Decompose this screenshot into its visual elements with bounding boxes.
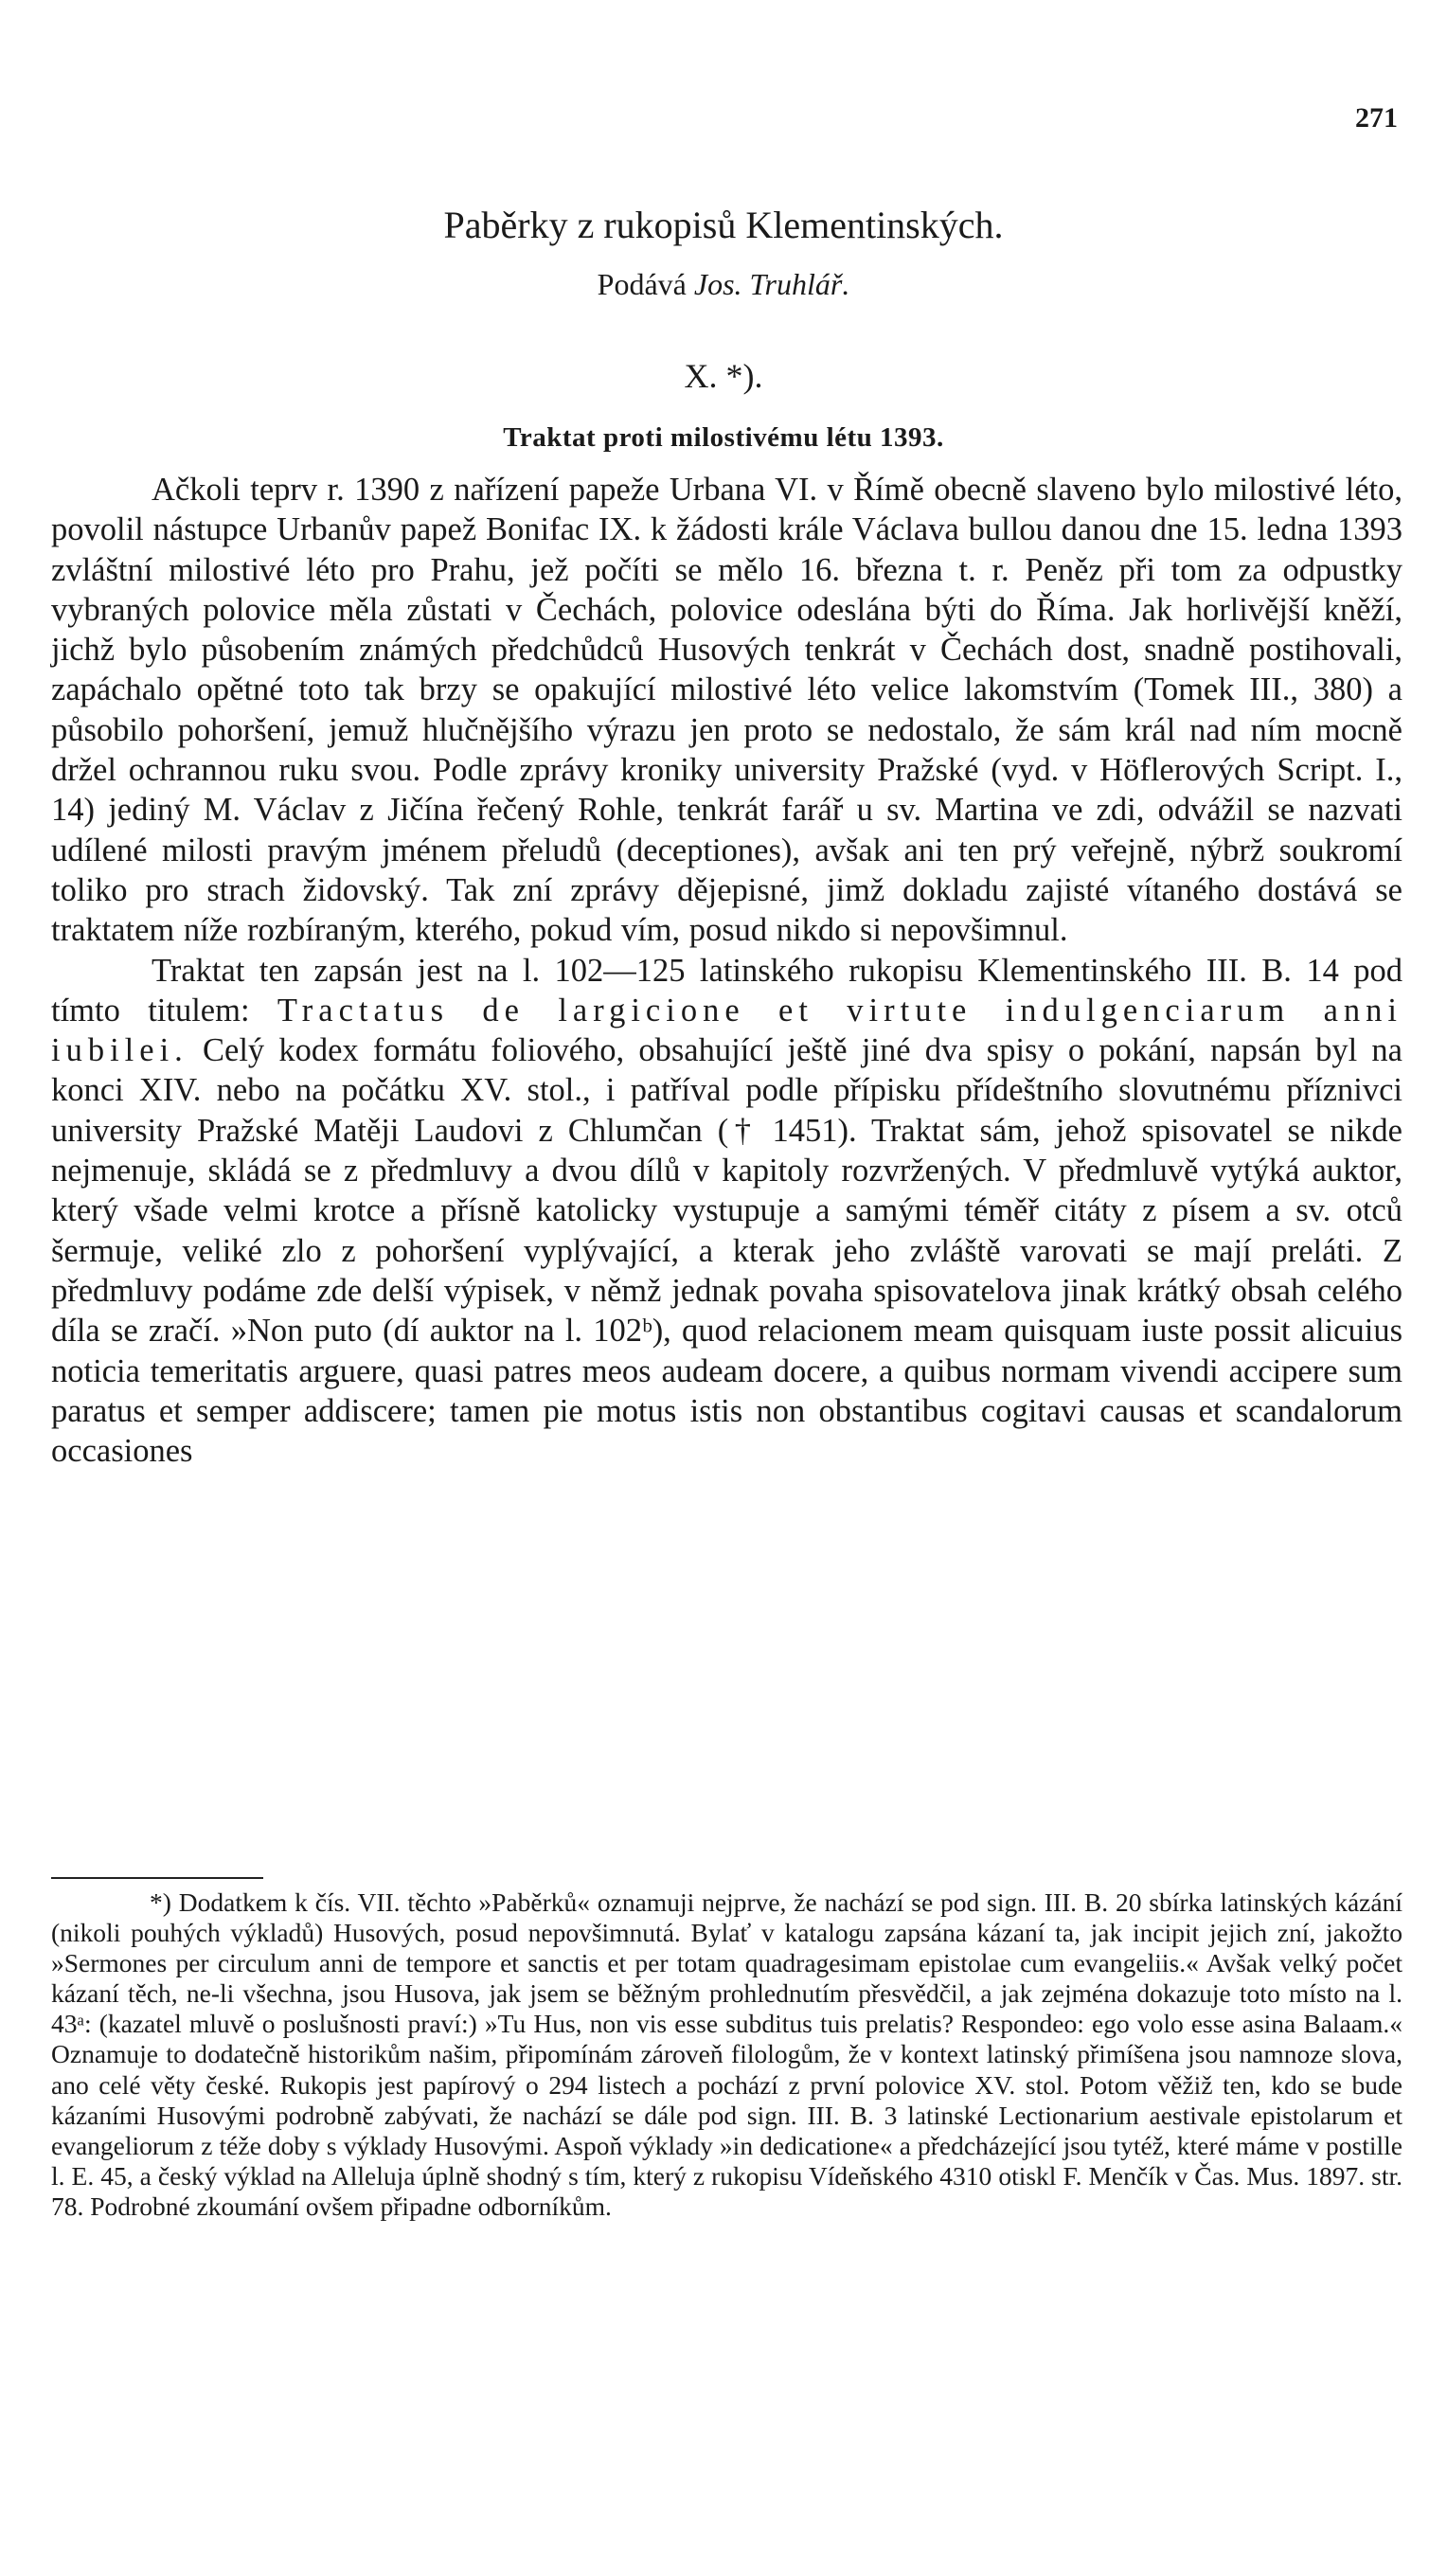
latin-title: Tractatus de largicione et virtute indulgenciarum anni iubilei.	[51, 992, 1402, 1069]
paragraph-2-rest: Celý kodex formátu foliového, obsahující ještě jiné dva spisy o pokání, napsán byl na konci XIV. nebo na počátku XV. stol., i patříval podle přípisku přídeštního slovutnému příznivci university Pražské Matěji Laudovi z Chlumčan († 1451). Traktat sám, jehož spisovatel se nikde nejmenuje, skládá se z předmluvy a dvou dílů v kapitoly rozvržených. V předmluvě vytýká auktor, který všade velmi krotce a přísně katolicky vystupuje a samými téměř citáty z písem a sv. otců šermuje, veliké zlo z pohoršení vyplývající, a kterak jeho zvláště varovati se mají preláti. Z předmluvy podáme zde delší výpisek, v němž jednak povaha spisovatelova jinak krátký obsah celého díla se zračí. »Non puto (dí auktor na l. 102ᵇ), quod relacionem meam quisquam iuste possit alicuius noticia temeritatis arguere, quasi patres meos audeam docere, a quibus normam vivendi accipere sum paratus et semper addiscere; tamen pie motus istis non obstantibus cogitavi causas et scandalorum occasiones	[51, 1032, 1402, 1470]
paragraph-1: Ačkoli teprv r. 1390 z nařízení papeže Urbana VI. v Římě obecně slaveno bylo milostivé léto, povolil nástupce Urbanův papež Bonifac IX. k žádosti krále Václava bullou danou dne 15. ledna 1393 zvláštní milostivé léto pro Prahu, jež počíti se mělo 16. března t. r. Peněz při tom za odpustky vybraných polovice měla zůstati v Čechách, polovice odeslána býti do Říma. Jak horlivější kněží, jichž bylo působením známých předchůdců Husových tenkrát v Čechách dost, snadně postihovali, zapáchalo opětné toto tak brzy se opakující milostivé léto velice lakomstvím (Tomek III., 380) a působilo pohoršení, jemuž hlučnějšího výrazu jen proto se nedostalo, že sám král nad ním mocně držel ochrannou ruku svou. Podle zprávy kroniky university Pražské (vyd. v Höflerových Script. I., 14) jediný M. Václav z Jičína řečený Rohle, tenkrát farář u sv. Martina ve zdi, odvážil se nazvati udílené milosti pravým jménem přeludů (deceptiones), avšak ani ten prý veřejně, nýbrž soukromí toliko pro strach židovský. Tak zní zprávy dějepisné, jimž dokladu zajisté vítaného dostává se traktatem níže rozbíraným, kterého, pokud vím, posud nikdo si nepovšimnul.	[51, 472, 1402, 949]
paragraph-2	[51, 951, 1402, 1472]
article-title: Paběrky z rukopisů Klementinských.	[443, 204, 1004, 246]
section-title: Traktat proti milostivému létu 1393.	[503, 422, 944, 453]
byline-author: Jos. Truhlář.	[693, 267, 850, 301]
byline-prefix: Podává	[597, 267, 694, 301]
footnote-rule	[51, 1877, 263, 1879]
body-text	[51, 470, 1402, 1471]
section-number: X. *).	[684, 357, 763, 395]
byline	[0, 267, 1447, 302]
footnote: *) Dodatkem k čís. VII. těchto »Paběrků« oznamuji nejprve, že nachází se pod sign. III. B. 20 sbírka latinských kázání (nikoli pouhých výkladů) Husových, posud nepovšimnutá. Bylať v katalogu zapsána kázaní ta, jak incipit jejich zní, jakožto »Sermones per circulum anni de tempore et sanctis et per totam quadragesimam epistolae cum evangeliis.« Avšak velký počet kázaní těch, ne-li všechna, jsou Husova, jak jsem se běžným prohlednutím přesvědčil, a jak zejména dokazuje toto místo na l. 43ᵃ: (kazatel mluvě o poslušnosti praví:) »Tu Hus, non vis esse subditus tuis prelatis? Respondeo: ego volo esse asina Balaam.« Oznamuje to dodatečně historikům našim, připomínám zároveň filologům, že v kontext latinský přimíšena jsou namnoze slova, ano celé věty české. Rukopis jest papírový o 294 listech a pochází z první polovice XV. stol. Potom věžiž ten, kdo se bude kázaními Husovými podrobně zabývati, že nachází se dále pod sign. III. B. 3 latinské Lectionarium aestivale epistolarum et evangeliorum z téže doby s výklady Husovými. Aspoň výklady »in dedicatione« a předcházející jsou tytéž, které máme v postille l. E. 45, a český výklad na Alleluja úplně shodný s tím, který z rukopisu Vídeňského 4310 otiskl F. Menčík v Čas. Mus. 1897. str. 78. Podrobné zkoumání ovšem připadne odborníkům.	[51, 1887, 1402, 2221]
page-number: 271	[1355, 102, 1398, 134]
paragraph-2-intro: Traktat ten zapsán jest na l. 102—125 latinského rukopisu Klementinského III. B. 14 pod tímto titulem:	[51, 952, 1402, 1029]
